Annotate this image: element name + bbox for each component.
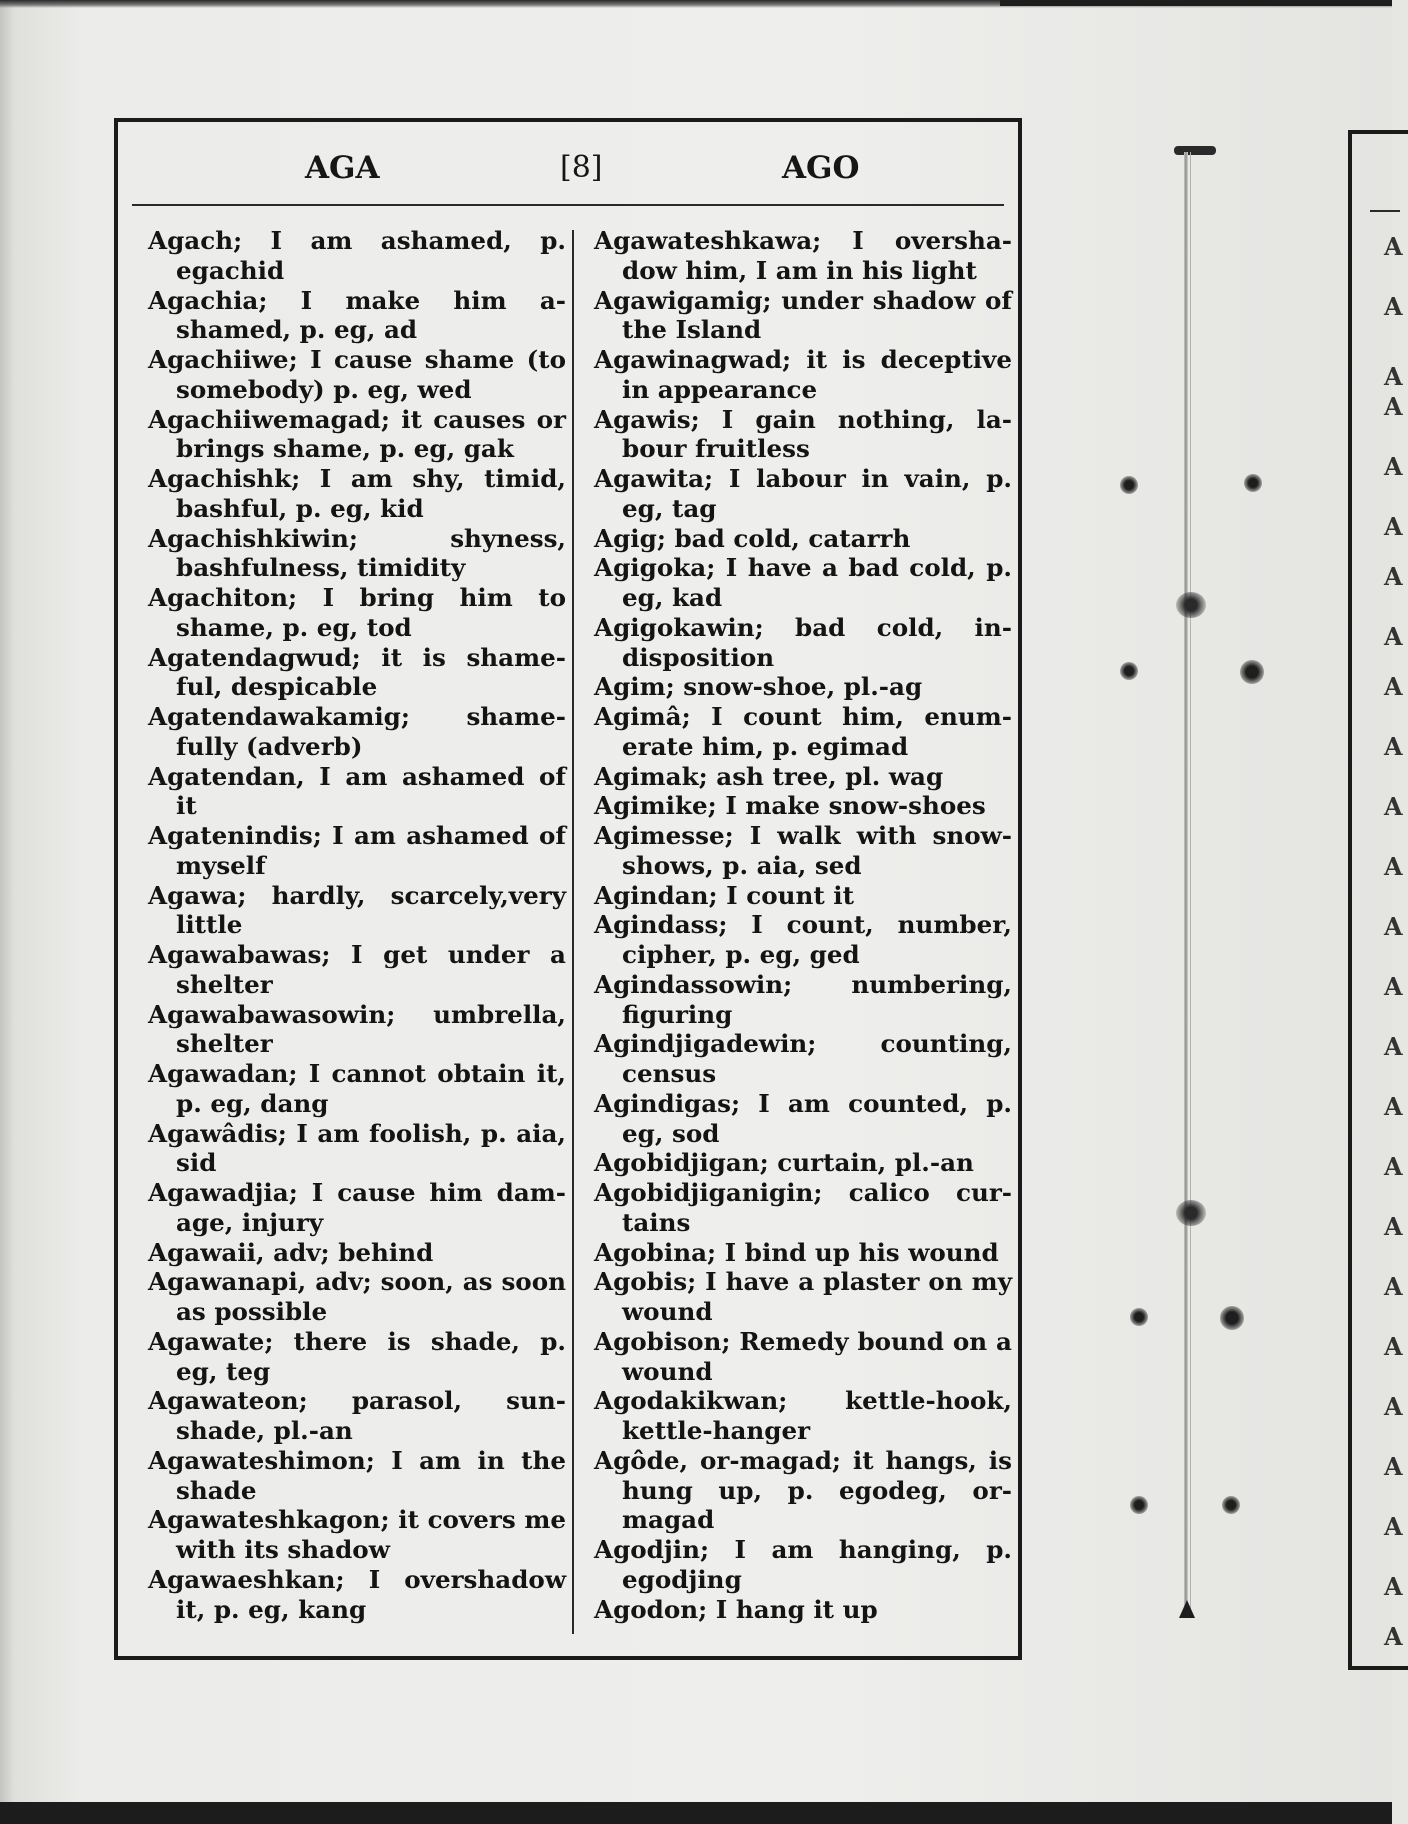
dictionary-entry: Agindigas; I am counted, p. eg, sod bbox=[594, 1088, 1012, 1148]
binding-knot-upper bbox=[1176, 592, 1206, 618]
dictionary-entry: Agatendawakamig; shame-fully (adverb) bbox=[148, 702, 566, 761]
dictionary-entry: Agawaii, adv; behind bbox=[148, 1237, 434, 1267]
dictionary-entry: Agimâ; I count him, enum-erate him, p. egimad bbox=[594, 702, 1012, 761]
dictionary-entry: Agawis; I gain nothing, la-bour fruitless bbox=[594, 404, 1012, 464]
dictionary-entry: Agawigamig; under shadow of the Island bbox=[594, 285, 1012, 345]
dictionary-entry: Agimike; I make snow-shoes bbox=[594, 791, 986, 821]
dictionary-entry: Agawâdis; I am foolish, p. aia, sid bbox=[148, 1118, 566, 1178]
right-column-entries bbox=[594, 226, 1012, 1624]
dictionary-entry: Agawateshimon; I am in the shade bbox=[148, 1445, 566, 1505]
dictionary-entry: Agawabawas; I get under a shelter bbox=[148, 940, 566, 999]
stitch-hole bbox=[1120, 476, 1138, 494]
dictionary-entry: Agobidjigan; curtain, pl.-an bbox=[594, 1148, 974, 1178]
adjacent-entry-initial: A bbox=[1384, 1332, 1403, 1361]
dictionary-entry: Agawita; I labour in vain, p. eg, tag bbox=[594, 464, 1012, 523]
binding-fold-line-inner bbox=[1190, 152, 1191, 1616]
stitch-hole bbox=[1130, 1496, 1148, 1514]
dictionary-entry: Agobidjiganigin; calico cur-tains bbox=[594, 1178, 1012, 1237]
binding-clip-bottom bbox=[1179, 1600, 1195, 1618]
page-edge-shadow bbox=[0, 0, 14, 1824]
adjacent-entry-initial: A bbox=[1384, 622, 1403, 651]
dictionary-entry: Agim; snow-shoe, pl.-ag bbox=[594, 672, 923, 702]
page-header bbox=[118, 122, 1018, 206]
stitch-hole bbox=[1120, 662, 1138, 680]
dictionary-entry: Agach; I am ashamed, p. egachid bbox=[148, 226, 566, 285]
adjacent-entry-initial: A bbox=[1384, 1152, 1403, 1181]
page-number: [8] bbox=[560, 150, 603, 185]
dictionary-entry: Agatendagwud; it is shame-ful, despicable bbox=[148, 642, 566, 702]
dictionary-entry: Agodon; I hang it up bbox=[594, 1594, 878, 1624]
stitch-hole bbox=[1244, 474, 1262, 492]
right-guide-word: AGO bbox=[782, 150, 860, 186]
dictionary-entry: Agimesse; I walk with snow-shows, p. aia, sed bbox=[594, 821, 1012, 880]
dictionary-entry: Agachishk; I am shy, timid, bashful, p. eg, kid bbox=[148, 464, 566, 523]
dictionary-entry: Agachiiwe; I cause shame (to somebody) p. eg, wed bbox=[148, 345, 566, 404]
adjacent-entry-initial: A bbox=[1384, 562, 1403, 591]
dictionary-entry: Agodjin; I am hanging, p. egodjing bbox=[594, 1535, 1012, 1594]
dictionary-entry: Agôde, or-magad; it hangs, is hung up, p. egodeg, or-magad bbox=[594, 1445, 1012, 1535]
dictionary-entry: Agatendan, I am ashamed of it bbox=[148, 761, 566, 821]
adjacent-entry-initial: A bbox=[1384, 232, 1403, 261]
top-right-scan-shadow bbox=[1000, 0, 1392, 6]
binding-knot-lower bbox=[1176, 1200, 1206, 1226]
adjacent-entry-initial: A bbox=[1384, 792, 1403, 821]
dictionary-entry: Agachiton; I bring him to shame, p. eg, tod bbox=[148, 583, 566, 642]
adjacent-entry-initial: A bbox=[1384, 1092, 1403, 1121]
adjacent-entry-initial: A bbox=[1384, 1622, 1403, 1651]
adjacent-entry-initial: A bbox=[1384, 672, 1403, 701]
left-guide-word: AGA bbox=[305, 150, 380, 186]
adjacent-entry-initial: A bbox=[1384, 392, 1403, 421]
adjacent-entry-initial: A bbox=[1384, 1572, 1403, 1601]
adjacent-entry-initial: A bbox=[1384, 452, 1403, 481]
adjacent-page-frame bbox=[1348, 130, 1408, 1670]
adjacent-entry-initial: A bbox=[1384, 1452, 1403, 1481]
adjacent-entry-initial: A bbox=[1384, 512, 1403, 541]
dictionary-entry: Agawateshkawa; I oversha-dow him, I am in his light bbox=[594, 226, 1012, 285]
dictionary-entry: Agachia; I make him a-shamed, p. eg, ad bbox=[148, 285, 566, 345]
stitch-hole bbox=[1220, 1306, 1244, 1330]
adjacent-entry-initial: A bbox=[1384, 732, 1403, 761]
bottom-scan-border bbox=[0, 1802, 1392, 1824]
dictionary-entry: Agachiiwemagad; it causes or brings shame, p. eg, gak bbox=[148, 404, 566, 464]
column-divider bbox=[572, 230, 574, 1634]
dictionary-entry: Agawa; hardly, scarcely,very little bbox=[148, 880, 566, 940]
dictionary-entry: Agawateon; parasol, sun-shade, pl.-an bbox=[148, 1386, 566, 1445]
dictionary-entry: Agigoka; I have a bad cold, p. eg, kad bbox=[594, 553, 1012, 612]
dictionary-entry: Agawadjia; I cause him dam-age, injury bbox=[148, 1178, 566, 1237]
dictionary-entry: Agindan; I count it bbox=[594, 880, 854, 910]
dictionary-entry: Agimak; ash tree, pl. wag bbox=[594, 761, 944, 791]
adjacent-entry-initial: A bbox=[1384, 1392, 1403, 1421]
adjacent-entry-initial: A bbox=[1384, 1212, 1403, 1241]
binding-fold-line bbox=[1184, 152, 1188, 1616]
adjacent-entry-initial: A bbox=[1384, 362, 1403, 391]
adjacent-entry-initial: A bbox=[1384, 912, 1403, 941]
stitch-hole bbox=[1240, 660, 1264, 684]
dictionary-entry: Agawaeshkan; I overshadow it, p. eg, kang bbox=[148, 1564, 566, 1624]
dictionary-entry: Agig; bad cold, catarrh bbox=[594, 523, 911, 553]
dictionary-entry: Agawabawasowin; umbrella, shelter bbox=[148, 999, 566, 1059]
dictionary-entry: Agawanapi, adv; soon, as soon as possible bbox=[148, 1267, 566, 1326]
dictionary-entry: Agawateshkagon; it covers me with its shadow bbox=[148, 1505, 566, 1564]
binding-clip-top bbox=[1174, 146, 1216, 155]
dictionary-entry: Agobison; Remedy bound on a wound bbox=[594, 1326, 1012, 1386]
dictionary-entry: Agobis; I have a plaster on my wound bbox=[594, 1267, 1012, 1326]
dictionary-page-frame bbox=[114, 118, 1022, 1660]
adjacent-entry-initial: A bbox=[1384, 972, 1403, 1001]
dictionary-entry: Agodakikwan; kettle-hook, kettle-hanger bbox=[594, 1386, 1012, 1445]
adjacent-entry-initial: A bbox=[1384, 292, 1403, 321]
dictionary-entry: Agindjigadewin; counting, census bbox=[594, 1029, 1012, 1088]
dictionary-entry: Agatenindis; I am ashamed of myself bbox=[148, 821, 566, 880]
dictionary-entry: Agawinagwad; it is deceptive in appearance bbox=[594, 345, 1012, 404]
dictionary-entry: Agindass; I count, number, cipher, p. eg, ged bbox=[594, 910, 1012, 969]
adjacent-page-header-rule bbox=[1370, 210, 1400, 212]
left-column-entries bbox=[148, 226, 566, 1624]
dictionary-entry: Agachishkiwin; shyness, bashfulness, timidity bbox=[148, 523, 566, 583]
adjacent-entry-initial: A bbox=[1384, 852, 1403, 881]
stitch-hole bbox=[1222, 1496, 1240, 1514]
dictionary-entry: Agawate; there is shade, p. eg, teg bbox=[148, 1326, 566, 1386]
dictionary-entry: Agobina; I bind up his wound bbox=[594, 1237, 999, 1267]
dictionary-entry: Agindassowin; numbering, figuring bbox=[594, 969, 1012, 1029]
adjacent-entry-initial: A bbox=[1384, 1032, 1403, 1061]
dictionary-entry: Agigokawin; bad cold, in-disposition bbox=[594, 612, 1012, 672]
dictionary-entry: Agawadan; I cannot obtain it, p. eg, dang bbox=[148, 1059, 566, 1118]
header-rule bbox=[132, 204, 1004, 206]
stitch-hole bbox=[1130, 1308, 1148, 1326]
adjacent-entry-initial: A bbox=[1384, 1272, 1403, 1301]
adjacent-entry-initial: A bbox=[1384, 1512, 1403, 1541]
